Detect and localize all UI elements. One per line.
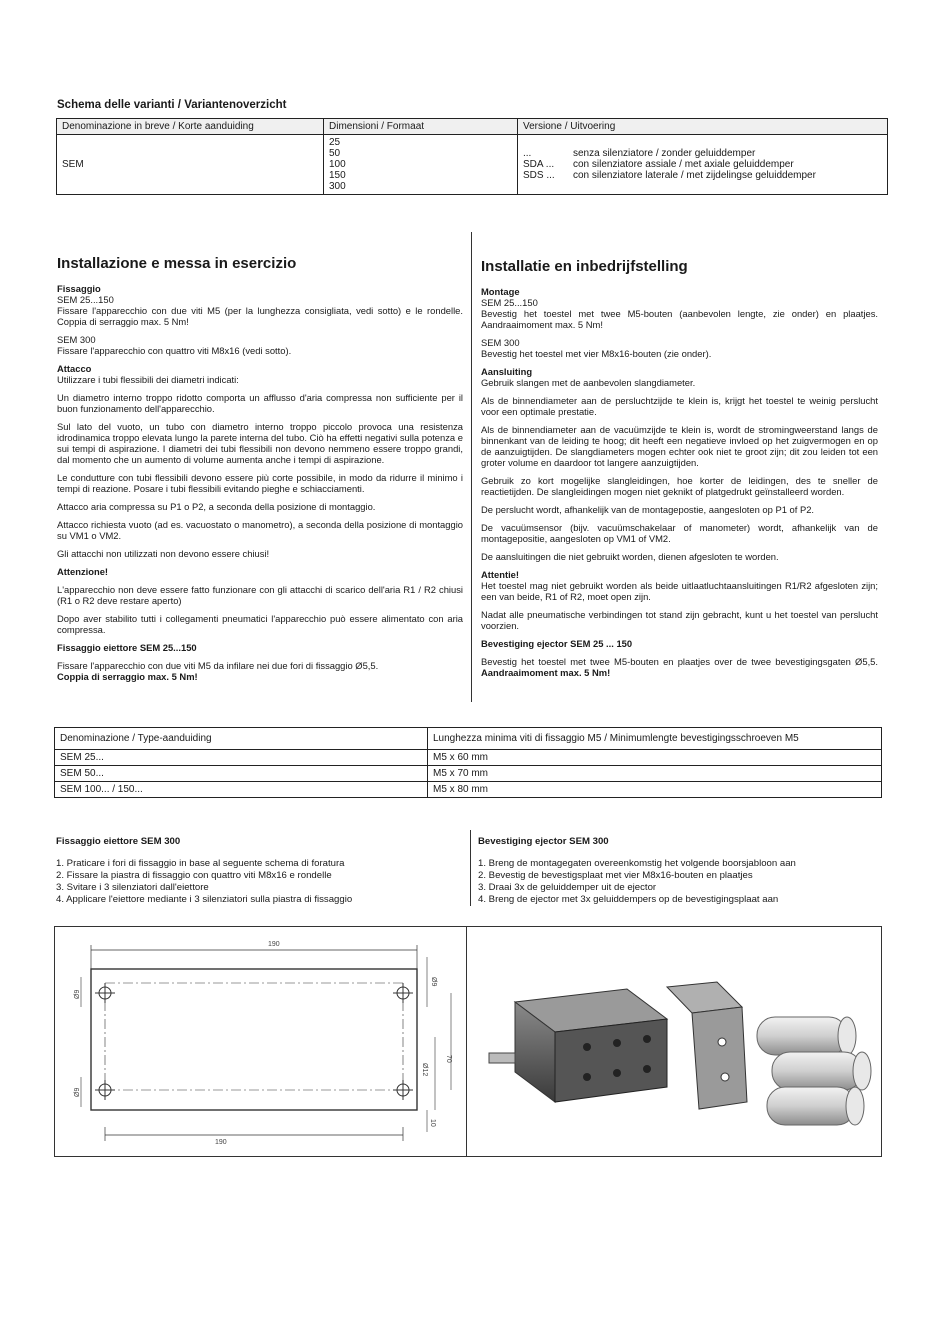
it-fissaggio-text: Fissare l'apparecchio con due viti M5 (per la lunghezza consigliata, vedi sotto) e le rondelle. Coppia di serraggio max. 5 Nm! xyxy=(57,305,463,327)
screws-length: M5 x 60 mm xyxy=(428,750,882,766)
screws-type: SEM 25... xyxy=(55,750,428,766)
nl-montage-text: Bevestig het toestel met twee M5-bouten (aanbevolen lengte, zie onder) en plaatjes. Aandraaimoment max. 5 Nm! xyxy=(481,308,878,330)
it-ejector-text: Fissare l'apparecchio con due viti M5 da infilare nei due fori di fissaggio Ø5,5. xyxy=(57,660,379,671)
screws-header-1: Denominazione / Type-aanduiding xyxy=(55,728,428,750)
size-25: 25 xyxy=(329,137,341,148)
it-sem300-text: Fissare l'apparecchio con quattro viti M8x16 (vedi sotto). xyxy=(57,345,292,356)
sem300-nl-section xyxy=(478,836,878,906)
it-para-2: Sul lato del vuoto, un tubo con diametro interno troppo piccolo provoca una resistenza idrodinamica troppo elevata lungo la parete interna del tubo. Ciò ha effetti negativi sulla potenza e sui tempi di aspirazione. I diametri dei tubi flessibili non devono nemmeno essere troppo grandi, dal momento che un aumento di volume aumenta anche i tempi di aspirazione. xyxy=(57,421,463,465)
drilling-template-drawing xyxy=(55,927,467,1156)
variants-header-2: Dimensioni / Formaat xyxy=(324,119,518,135)
screws-header-2: Lunghezza minima viti di fissaggio M5 / Minimumlengte bevestigingsschroeven M5 xyxy=(428,728,882,750)
sem300-nl-steps xyxy=(478,858,878,905)
step-item: 4. Breng de ejector met 3x geluiddempers op de bevestigingsplaat aan xyxy=(478,894,779,905)
dim-hole-bl: Ø9 xyxy=(74,1087,81,1097)
dutch-column xyxy=(481,258,878,685)
step-item: 3. Svitare i 3 silenziatori dall'eiettore xyxy=(56,882,209,893)
ejector-body-icon xyxy=(489,989,667,1102)
nl-ejector-torque: Aandraaimoment max. 5 Nm! xyxy=(481,667,611,678)
it-fissaggio-sub: SEM 25...150 xyxy=(57,294,114,305)
nl-attention-heading: Attentie! xyxy=(481,569,520,580)
step-item: 2. Fissare la piastra di fissaggio con quattro viti M8x16 e rondelle xyxy=(56,870,332,881)
nl-para-6: De aansluitingen die niet gebruikt worden, dienen afgesloten te worden. xyxy=(481,551,779,562)
size-50: 50 xyxy=(329,148,341,159)
it-para-5: Attacco richiesta vuoto (ad es. vacuostato o manometro), a seconda della posizione di montaggio su VM1 o VM2. xyxy=(57,519,463,541)
dim-hole-tl: Ø9 xyxy=(74,989,81,999)
screws-table xyxy=(54,727,882,798)
sem300-it-title: Fissaggio eiettore SEM 300 xyxy=(56,836,181,847)
nl-ejector-heading: Bevestiging ejector SEM 25 ... 150 xyxy=(481,638,633,649)
nl-aansluiting-text: Gebruik slangen met de aanbevolen slangdiameter. xyxy=(481,377,696,388)
step-item: 4. Applicare l'eiettore mediante i 3 silenziatori sulla piastra di fissaggio xyxy=(56,894,353,905)
nl-para-3: Gebruik zo kort mogelijke slangleidingen, hoe korter de leidingen, des te sneller de reactietijden. De slangleidingen mogen niet geknikt of platgedrukt geïnstalleerd worden. xyxy=(481,475,878,497)
nl-aansluiting-heading: Aansluiting xyxy=(481,366,533,377)
dim-offset: 10 xyxy=(429,1119,436,1127)
size-300: 300 xyxy=(329,181,346,192)
it-para-1: Un diametro interno troppo ridotto comporta un afflusso d'aria compressa non sufficiente per il buon funzionamento dell'apparecchio. xyxy=(57,392,463,414)
it-para-7: L'apparecchio non deve essere fatto funzionare con gli attacchi di scarico dell'aria R1 / R2 chiusi (R1 o R2 deve restare aperto) xyxy=(57,584,463,606)
screws-length: M5 x 70 mm xyxy=(428,766,882,782)
it-para-4: Attacco aria compressa su P1 o P2, a seconda della posizione di montaggio. xyxy=(57,501,376,512)
it-sem300-heading: SEM 300 xyxy=(57,334,96,345)
variant-versions xyxy=(518,135,888,195)
nl-montage-sub: SEM 25...150 xyxy=(481,297,538,308)
screws-type: SEM 100... / 150... xyxy=(55,782,428,798)
steps-divider xyxy=(470,830,471,906)
dim-inner: Ø12 xyxy=(421,1063,428,1077)
sem300-it-section xyxy=(56,836,456,906)
italian-column xyxy=(57,255,463,689)
variants-header-1: Denominazione in breve / Korte aanduiding xyxy=(57,119,324,135)
nl-sem300-heading: SEM 300 xyxy=(481,337,520,348)
drilling-template-figure xyxy=(54,926,468,1157)
nl-para-8: Nadat alle pneumatische verbindingen tot stand zijn gebracht, kunt u het toestel van perslucht voorzien. xyxy=(481,609,878,631)
nl-ejector-text: Bevestig het toestel met twee M5-bouten en plaatjes over de twee bevestigingsgaten Ø5,5. xyxy=(481,656,878,667)
version-row: SDS ... con silenziatore laterale / met zijdelingse geluiddemper xyxy=(523,170,816,181)
screws-length: M5 x 80 mm xyxy=(428,782,882,798)
nl-para-4: De perslucht wordt, afhankelijk van de montagepostie, aangesloten op P1 of P2. xyxy=(481,504,815,515)
dim-height: 70 xyxy=(445,1055,452,1063)
silencer-icon xyxy=(757,1017,871,1125)
nl-para-2: Als de binnendiameter aan de vacuümzijde te klein is, wordt de stromingweerstand langs de binnenkant van de leiding te hoog; dit heeft een negatieve invloed op het zuigvermogen en op de aanzuigtijden. De slangdiameters mogen echter ook niet te groot zijn; dit zou leiden tot een groter volume en daardoor tot langere aanzuigtijden. xyxy=(481,424,878,468)
nl-montage-heading: Montage xyxy=(481,286,520,297)
dim-top: 190 xyxy=(268,941,280,948)
nl-title: Installatie en inbedrijfstelling xyxy=(481,258,688,275)
column-divider xyxy=(471,232,472,702)
it-ejector-heading: Fissaggio eiettore SEM 25...150 xyxy=(57,642,197,653)
it-title: Installazione e messa in esercizio xyxy=(57,255,297,272)
nl-para-7: Het toestel mag niet gebruikt worden als beide uitlaatluchtaansluitingen R1/R2 afgesloten zijn; een van beide, R1 of R2, moet open zijn. xyxy=(481,580,878,602)
mounting-plate-icon xyxy=(667,982,747,1109)
it-attention-heading: Attenzione! xyxy=(57,566,109,577)
screws-type: SEM 50... xyxy=(55,766,428,782)
ejector-illustration xyxy=(467,927,881,1156)
variants-header-3: Versione / Uitvoering xyxy=(518,119,888,135)
it-para-8: Dopo aver stabilito tutti i collegamenti pneumatici l'apparecchio può essere alimentato con aria compressa. xyxy=(57,613,463,635)
ejector-illustration-figure xyxy=(466,926,882,1157)
nl-para-1: Als de binnendiameter aan de persluchtzijde te klein is, krijgt het toestel te weinig perslucht voor een optimale prestatie. xyxy=(481,395,878,417)
dim-hole-tr: Ø9 xyxy=(430,977,437,987)
nl-para-5: De vacuümsensor (bijv. vacuümschakelaar of manometer) wordt, afhankelijk van de montagepositie, aangesloten op VM1 of VM2. xyxy=(481,522,878,544)
step-item: 3. Draai 3x de geluiddemper uit de ejector xyxy=(478,882,657,893)
sem300-it-steps xyxy=(56,858,456,905)
size-100: 100 xyxy=(329,159,346,170)
variant-name: SEM xyxy=(57,135,324,195)
size-150: 150 xyxy=(329,170,346,181)
variant-sizes xyxy=(324,135,518,195)
it-fissaggio-heading: Fissaggio xyxy=(57,283,101,294)
it-ejector-torque: Coppia di serraggio max. 5 Nm! xyxy=(57,671,198,682)
step-item: 1. Breng de montagegaten overeenkomstig het volgende boorsjabloon aan xyxy=(478,858,796,869)
nl-sem300-text: Bevestig het toestel met vier M8x16-bouten (zie onder). xyxy=(481,348,712,359)
step-item: 2. Bevestig de bevestigsplaat met vier M8x16-bouten en plaatjes xyxy=(478,870,753,881)
sem300-nl-title: Bevestiging ejector SEM 300 xyxy=(478,836,609,847)
it-attacco-text: Utilizzare i tubi flessibili dei diametri indicati: xyxy=(57,374,239,385)
it-attacco-heading: Attacco xyxy=(57,363,92,374)
version-row: SDA ... con silenziatore assiale / met axiale geluiddemper xyxy=(523,159,794,170)
version-row: ... senza silenziatore / zonder geluiddemper xyxy=(523,148,756,159)
variants-table xyxy=(56,118,888,195)
it-para-3: Le condutture con tubi flessibili devono essere più corte possibile, in modo da ridurre il minimo i tempi di reazione. Posare i tubi flessibili evitando pieghe e schiacciamenti. xyxy=(57,472,463,494)
step-item: 1. Praticare i fori di fissaggio in base al seguente schema di foratura xyxy=(56,858,345,869)
it-para-6: Gli attacchi non utilizzati non devono essere chiusi! xyxy=(57,548,270,559)
variants-title: Schema delle varianti / Variantenoverzicht xyxy=(57,99,287,111)
dim-bottom: 190 xyxy=(215,1139,227,1146)
